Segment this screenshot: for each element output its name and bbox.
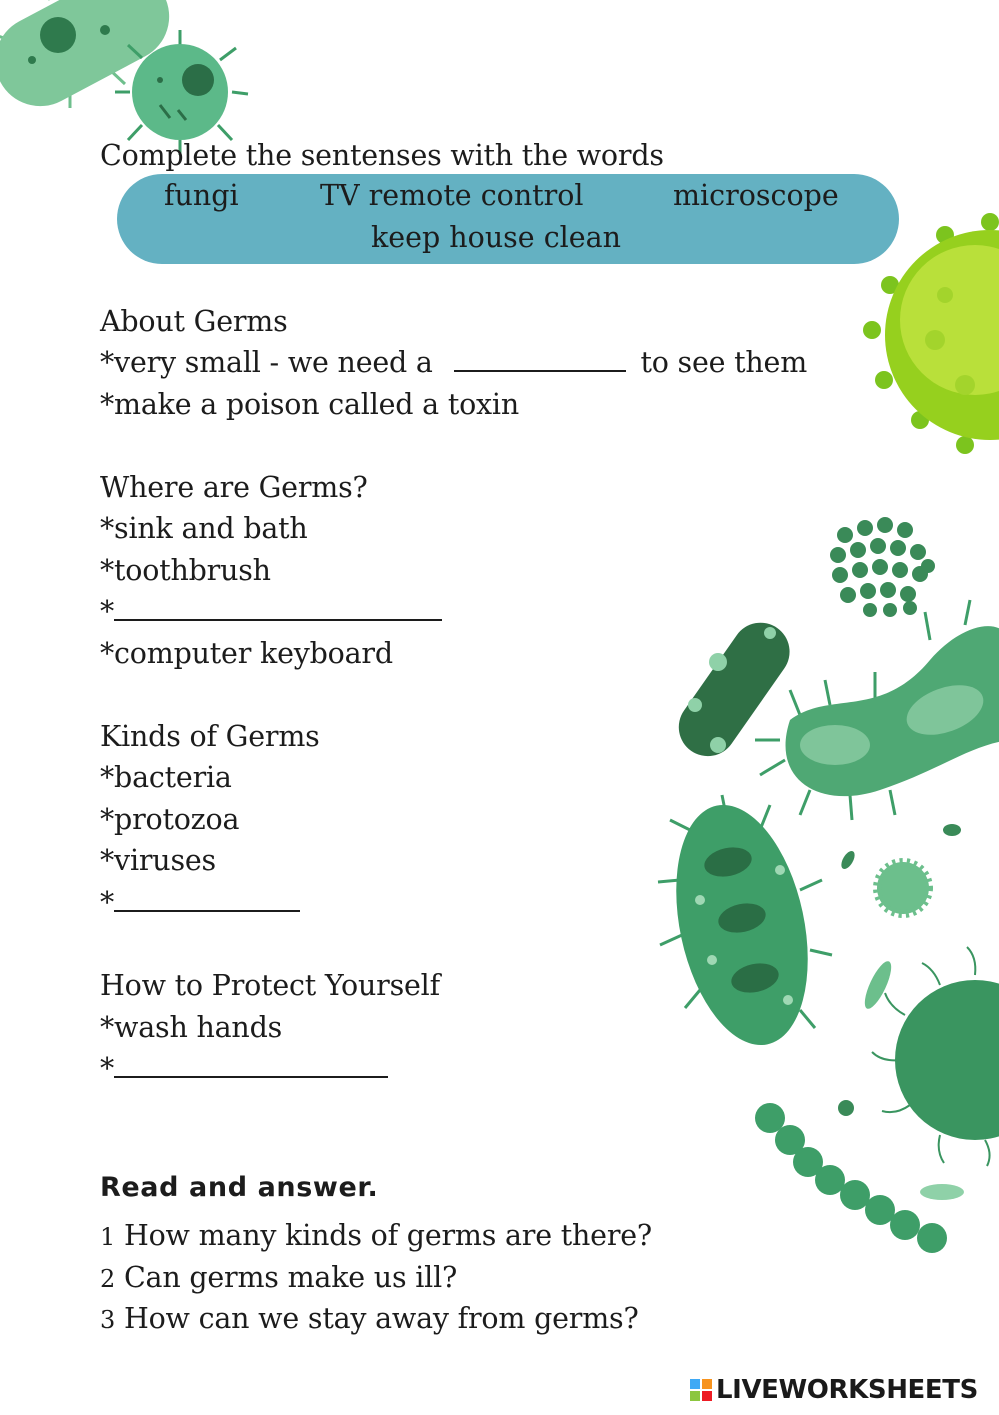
kinds-item: * [100,886,115,919]
question-number: 1 [100,1223,116,1251]
where-item: * [100,595,115,628]
question-row [100,1218,652,1255]
answer-blank-kinds[interactable] [114,888,300,912]
about-line-1-after: to see them [640,346,808,379]
kinds-item-blank-row [100,885,300,921]
liveworksheets-logo-icon [690,1379,712,1401]
kinds-item: *viruses [100,844,216,877]
liveworksheets-logo[interactable] [690,1376,978,1404]
bead-chain-icon [755,1103,947,1253]
logo-text: LIVEWORKSHEETS [716,1375,978,1405]
question-row [100,1301,639,1338]
answer-blank-microscope[interactable] [454,348,626,372]
section-heading-where: Where are Germs? [100,471,368,504]
word-bank-item: keep house clean [371,221,622,254]
kinds-item: *bacteria [100,761,232,794]
where-item-blank-row [100,594,442,630]
where-item: *computer keyboard [100,637,393,670]
where-item: *toothbrush [100,554,271,587]
protect-item-blank-row [100,1051,388,1087]
hairy-germ-icon [872,947,999,1166]
answer-blank-where[interactable] [114,597,442,621]
question-number: 2 [100,1265,116,1293]
instructions: Complete the sentenses with the words [100,139,664,172]
read-answer-heading: Read and answer. [100,1172,379,1203]
word-bank-item: fungi [164,179,239,212]
question-text: How can we stay away from germs? [123,1302,639,1335]
about-line-1-before: *very small - we need a [100,346,433,379]
about-line-1 [100,345,807,381]
section-heading-protect: How to Protect Yourself [100,969,440,1002]
protect-item: * [100,1052,115,1085]
question-number: 3 [100,1306,116,1334]
spiky-germ-icon [877,862,929,914]
about-line-2: *make a poison called a toxin [100,388,519,421]
coccus-cluster-icon [830,517,935,617]
where-item: *sink and bath [100,512,308,545]
kinds-item: *protozoa [100,803,240,836]
question-text: How many kinds of germs are there? [123,1219,652,1252]
oval-bacterium-icon [656,793,832,1057]
section-heading-about: About Germs [100,305,288,338]
question-row [100,1260,457,1297]
word-bank-item: microscope [673,179,839,212]
word-bank-item: TV remote control [320,179,584,212]
word-bank [117,174,899,264]
worm-bacterium-icon [755,600,999,820]
answer-blank-protect[interactable] [114,1054,388,1078]
question-text: Can germs make us ill? [123,1261,458,1294]
dark-rod-bacterium-icon [667,611,801,767]
section-heading-kinds: Kinds of Germs [100,720,320,753]
protect-item: *wash hands [100,1011,283,1044]
